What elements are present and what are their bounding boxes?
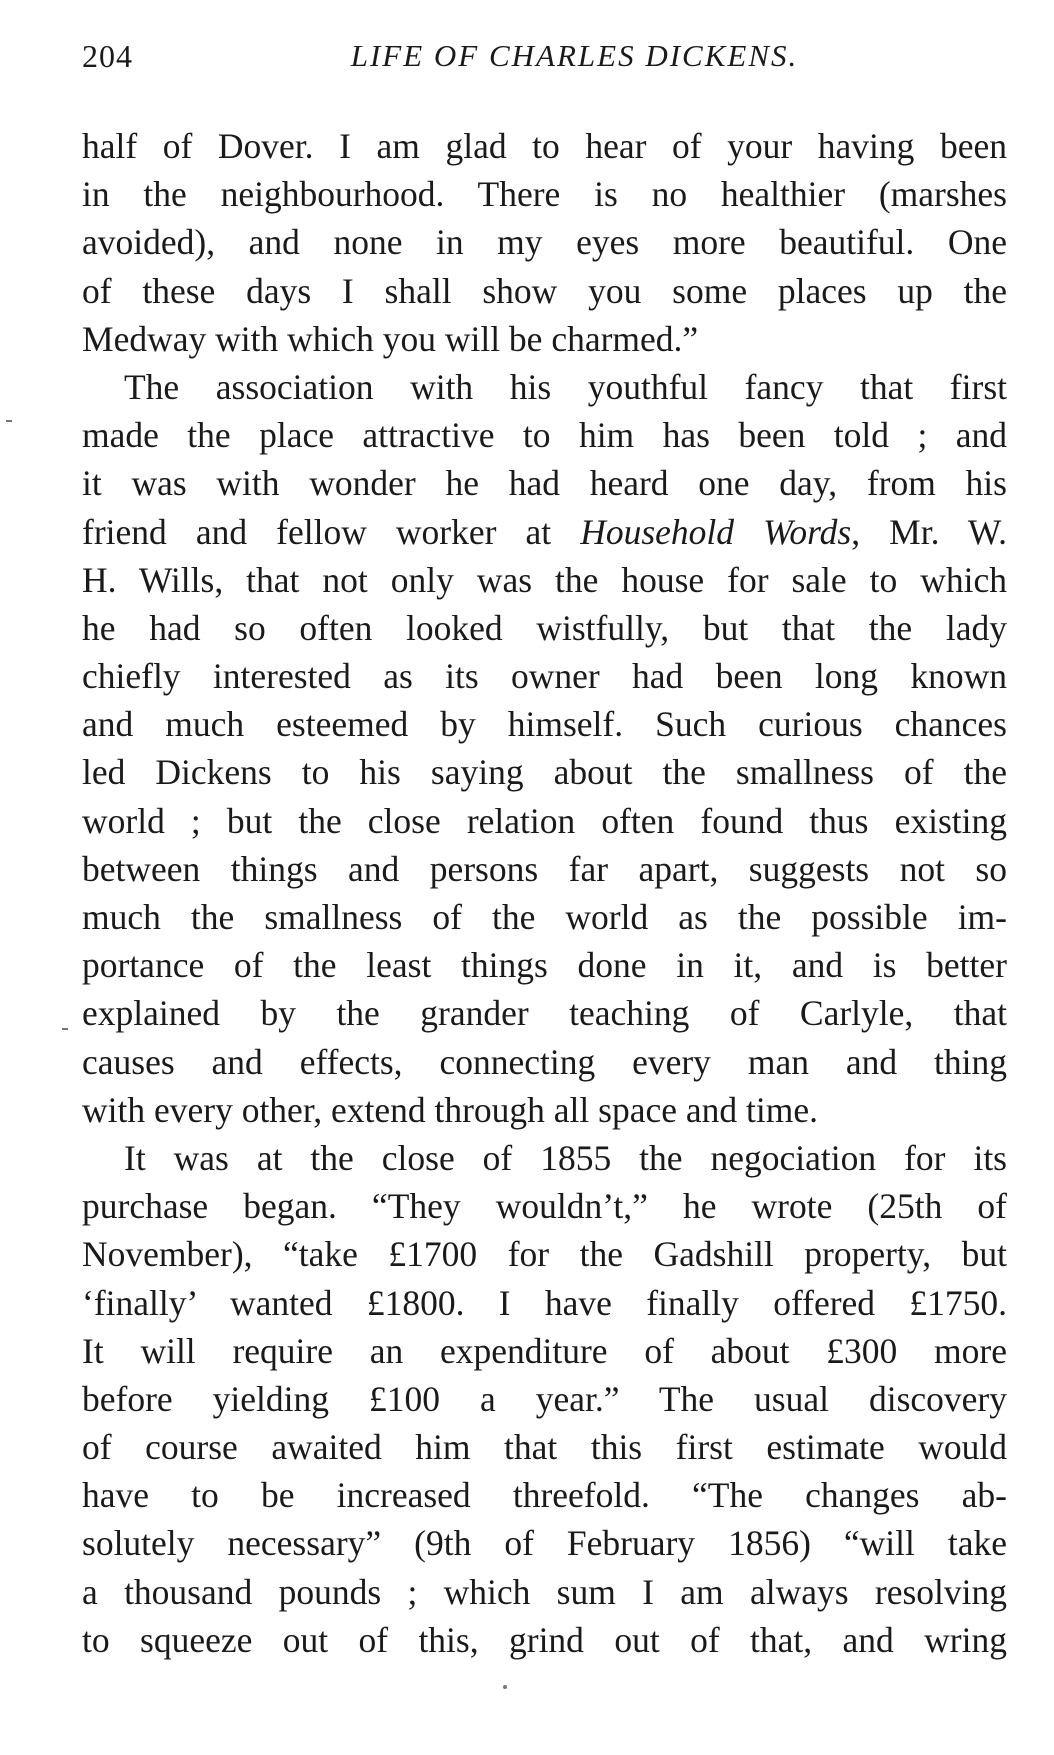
text-fragment: , Mr. W. xyxy=(851,511,1007,552)
text-line: of these days I shall show you some places up the xyxy=(82,270,1007,311)
text-line: solutely necessary” (9th of February 1856) “will take xyxy=(82,1523,1007,1564)
margin-speck xyxy=(6,420,12,422)
text-line: have to be increased threefold. “The changes ab- xyxy=(82,1475,1007,1516)
text-line: of course awaited him that this first estimate would xyxy=(82,1427,1007,1468)
text-line: led Dickens to his saying about the smallness of the xyxy=(82,752,1007,793)
text-line: he had so often looked wistfully, but that the lady xyxy=(82,607,1007,648)
page-header xyxy=(82,38,1007,84)
text-line: It was at the close of 1855 the negociation for its xyxy=(124,1137,1007,1178)
text-line: with every other, extend through all space and time. xyxy=(82,1089,818,1130)
text-fragment: friend and fellow worker at xyxy=(82,511,581,552)
text-line: half of Dover. I am glad to hear of your having been xyxy=(82,126,1007,166)
text-line: in the neighbourhood. There is no healthier (marshes xyxy=(82,174,1007,215)
text-line: ‘finally’ wanted £1800. I have finally offered £1750. xyxy=(82,1282,1007,1323)
text-line: made the place attractive to him has been told ; and xyxy=(82,415,1007,456)
body-text xyxy=(82,122,1007,1664)
text-line: The association with his youthful fancy that first xyxy=(124,366,1007,407)
page-number: 204 xyxy=(82,38,133,74)
margin-speck xyxy=(62,1028,68,1030)
text-line: explained by the grander teaching of Carlyle, that xyxy=(82,993,1007,1034)
text-line: It will require an expenditure of about £300 more xyxy=(82,1330,1007,1371)
text-line: portance of the least things done in it, and is better xyxy=(82,945,1007,986)
text-line: world ; but the close relation often found thus existing xyxy=(82,800,1007,841)
publication-title: Household Words xyxy=(580,511,852,552)
text-line-with-title xyxy=(82,508,1007,556)
text-line: purchase began. “They wouldn’t,” he wrote (25th of xyxy=(82,1186,1007,1227)
text-line: November), “take £1700 for the Gadshill property, but xyxy=(82,1234,1007,1275)
text-line: causes and effects, connecting every man and thing xyxy=(82,1041,1007,1082)
text-line: and much esteemed by himself. Such curious chances xyxy=(82,704,1007,745)
text-line: a thousand pounds ; which sum I am always resolving xyxy=(82,1571,1007,1612)
text-line: to squeeze out of this, grind out of that, and wring xyxy=(82,1619,1007,1660)
text-line: it was with wonder he had heard one day, from his xyxy=(82,463,1007,504)
running-title: LIFE OF CHARLES DICKENS. xyxy=(350,38,799,73)
text-line: avoided), and none in my eyes more beautiful. One xyxy=(82,222,1007,263)
text-line: much the smallness of the world as the possible im- xyxy=(82,897,1007,937)
text-line: Medway with which you will be charmed.” xyxy=(82,318,699,359)
text-line: chiefly interested as its owner had been long known xyxy=(82,656,1007,697)
margin-speck xyxy=(503,1685,507,1689)
text-line: before yielding £100 a year.” The usual discovery xyxy=(82,1378,1007,1419)
text-line: between things and persons far apart, suggests not so xyxy=(82,848,1007,889)
text-line: H. Wills, that not only was the house for sale to which xyxy=(82,559,1007,600)
